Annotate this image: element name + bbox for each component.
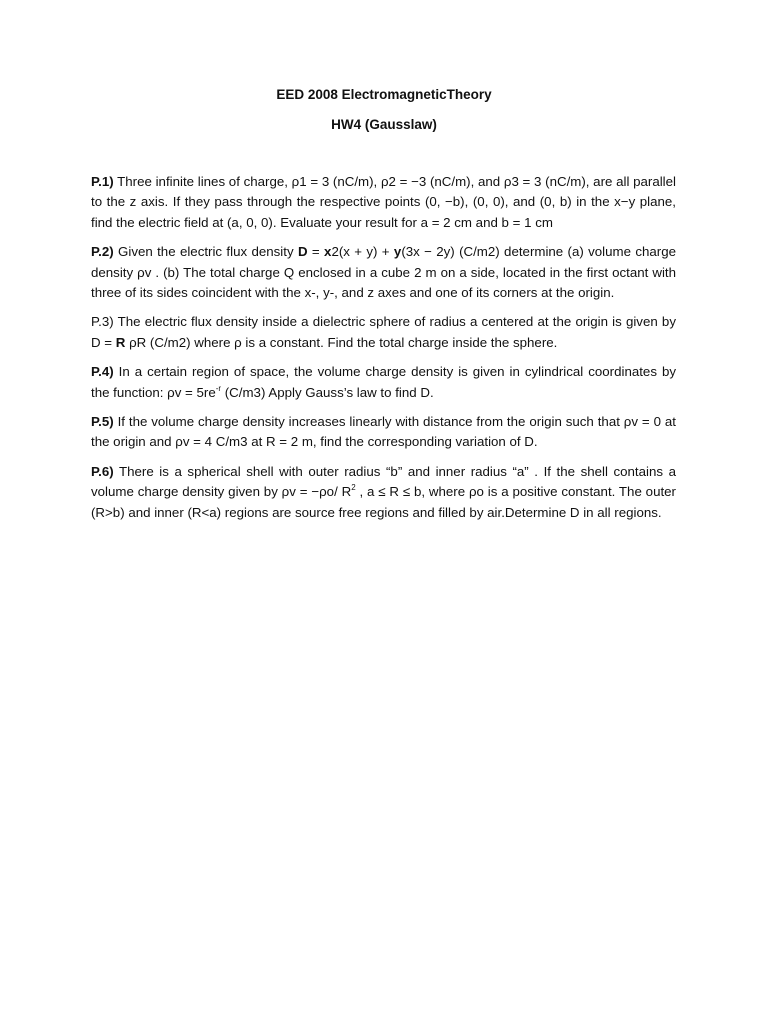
problem-number: P.2) — [91, 244, 114, 260]
problem-5 — [91, 412, 676, 453]
problem-text: There is a spherical shell with outer radius “b” and inner radius “a” . If the shell contains a volume charge density given by ρv = −ρo/ R — [91, 463, 676, 500]
problem-4 — [91, 362, 676, 403]
problem-number: P.5) — [91, 414, 114, 430]
problem-text: If the volume charge density increases linearly with distance from the origin such that ρv = 0 at the origin and ρv = 4 C/m3 at R = 2 m, find the corresponding variation of D. — [91, 414, 676, 450]
problem-1 — [91, 172, 676, 233]
problem-text: (C/m3) Apply Gauss’s law to find D. — [221, 384, 434, 400]
problem-text: , a ≤ R ≤ b, where ρo is a positive constant. The outer (R>b) and inner (R<a) regions are source free regions and filled by air.Determine D in all regions. — [91, 484, 676, 520]
problem-6 — [91, 462, 676, 523]
problem-text: Three infinite lines of charge, ρ1 = 3 (nC/m), ρ2 = −3 (nC/m), and ρ3 = 3 (nC/m), are all parallel to the z axis. If they pass through the respective points (0, −b), (0, 0), and (0, b) in the x−y plane, find the electric field at (a, 0, 0). Evaluate your result for a = 2 cm and b = 1 cm — [91, 174, 676, 230]
vector-symbol: D — [297, 244, 308, 260]
problem-text: In a certain region of space, the volume charge density is given in cylindrical coordinates by the function: ρv = 5re — [91, 364, 676, 400]
problem-text: (3x − 2y) (C/m2) determine (a) volume charge density ρv . (b) The total charge Q enclosed in a cube 2 m on a side, located in the first octant with three of its sides coincident with the x-, y-, and z axes and one of its corners at the origin. — [91, 244, 677, 301]
vector-symbol: y — [393, 244, 402, 260]
problem-2 — [91, 242, 676, 303]
problem-text: Given the electric flux density — [118, 244, 298, 260]
vector-symbol: x — [324, 244, 332, 260]
problem-text: 2(x + y) + — [331, 244, 394, 260]
problem-text: ρR (C/m2) where ρ is a constant. Find the total charge inside the sphere. — [125, 334, 558, 350]
problem-list — [91, 172, 676, 532]
course-title: EED 2008 ElectromagneticTheory — [276, 87, 492, 102]
problem-number: P.3) — [91, 314, 114, 330]
problem-text: = — [307, 244, 325, 260]
problem-text: The electric flux density inside a dielectric sphere of radius a centered at the origin is given by D = — [91, 314, 676, 350]
problem-3 — [91, 312, 676, 353]
exponent: 2 — [351, 483, 356, 493]
exponent: -r — [215, 383, 222, 393]
problem-number: P.4) — [91, 364, 114, 380]
problem-number: P.6) — [91, 463, 114, 479]
homework-title: HW4 (Gausslaw) — [331, 117, 437, 132]
problem-number: P.1) — [91, 174, 114, 189]
vector-symbol: R — [115, 334, 126, 350]
